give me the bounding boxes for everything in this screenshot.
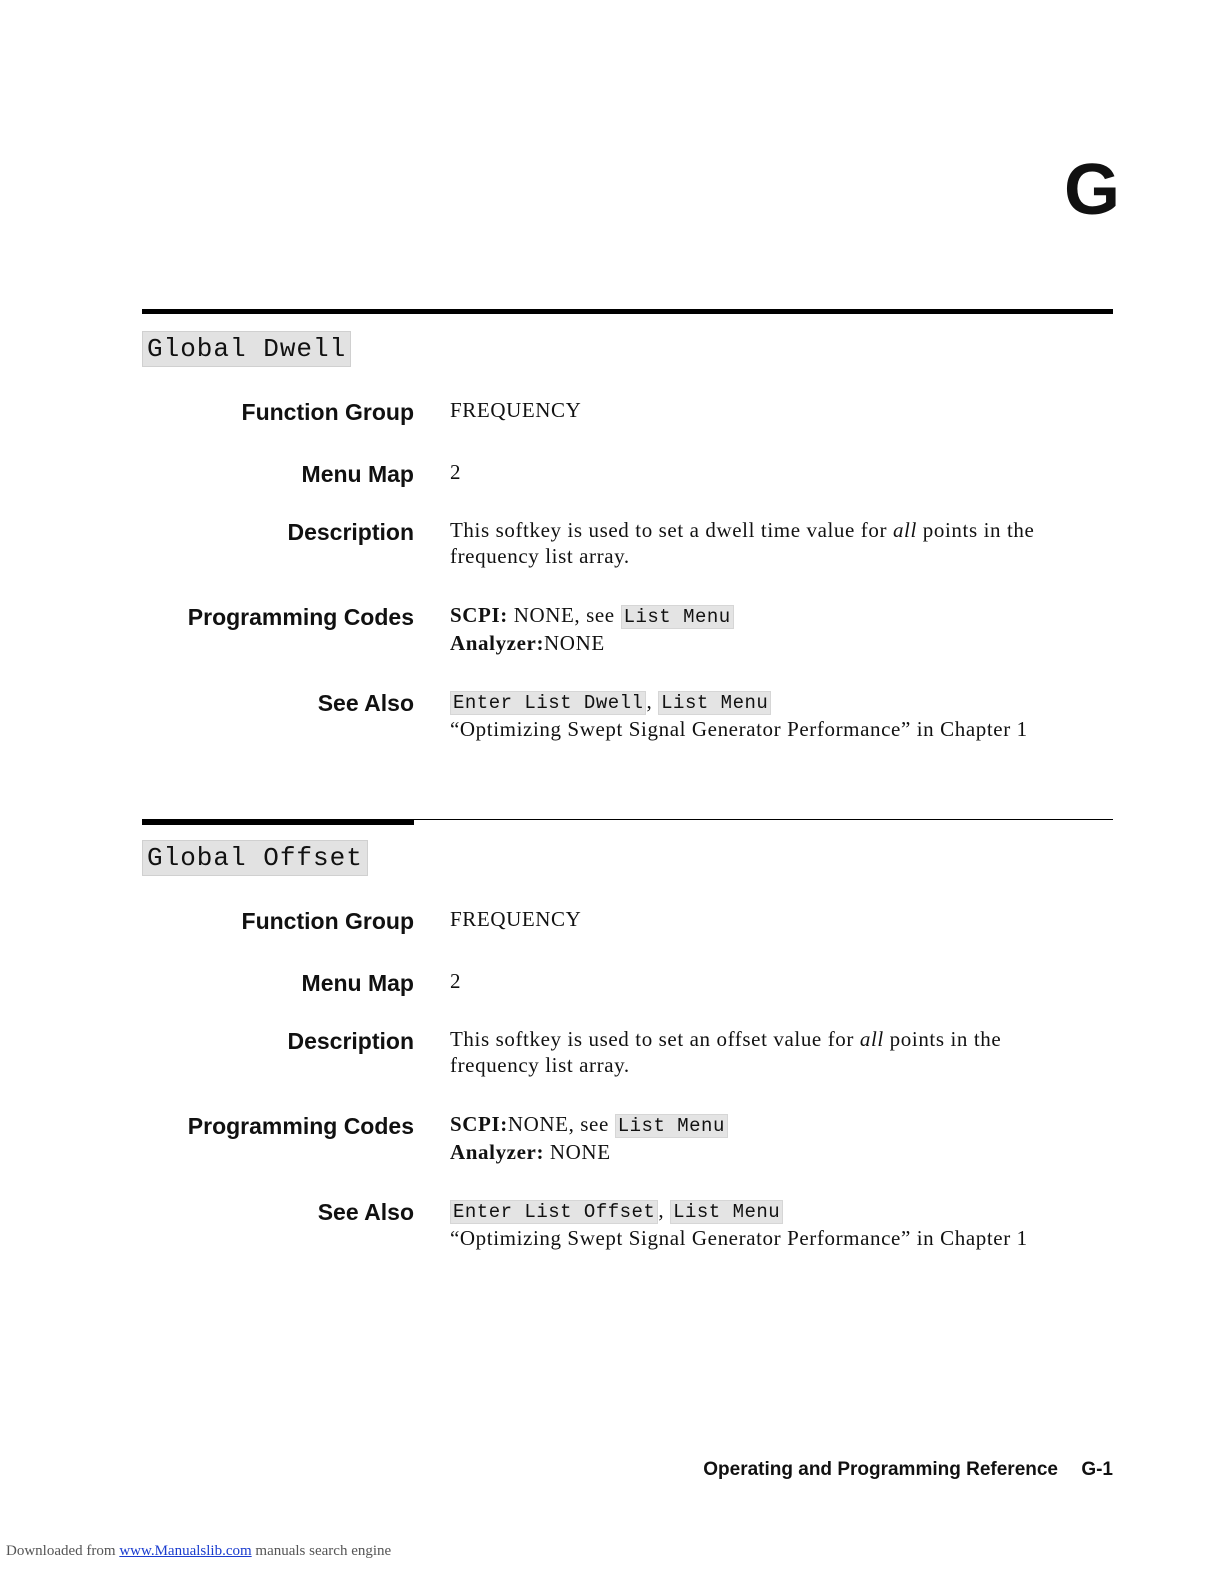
scpi-label: SCPI: <box>450 603 508 627</box>
enter-list-offset-key[interactable]: Enter List Offset <box>450 1200 658 1224</box>
see-also-separator: , <box>646 689 653 713</box>
chapter-letter: G <box>1063 150 1120 230</box>
list-menu-key[interactable]: List Menu <box>658 691 771 715</box>
scpi-value: NONE, see <box>507 603 621 627</box>
see-also-separator: , <box>658 1198 665 1222</box>
menu-map-value: 2 <box>450 460 462 484</box>
description-label: Description <box>287 1028 414 1054</box>
analyzer-label: Analyzer: <box>450 631 545 655</box>
enter-list-dwell-key[interactable]: Enter List Dwell <box>450 691 646 715</box>
section-rule-right <box>414 819 1113 820</box>
function-group-value: FREQUENCY <box>450 907 582 931</box>
list-menu-key[interactable]: List Menu <box>615 1114 728 1138</box>
manualslib-link[interactable]: www.Manualslib.com <box>119 1543 252 1559</box>
section-rule <box>142 309 1113 314</box>
function-group-label: Function Group <box>241 399 414 425</box>
list-menu-key[interactable]: List Menu <box>621 605 734 629</box>
function-group-label: Function Group <box>241 908 414 934</box>
footer-title: Operating and Programming Reference <box>703 1459 1058 1480</box>
function-group-value: FREQUENCY <box>450 398 582 422</box>
list-menu-key[interactable]: List Menu <box>670 1200 783 1224</box>
description-text: This softkey is used to set a dwell time value for all points in the frequency list array. <box>450 518 1035 568</box>
see-also-label: See Also <box>317 690 414 716</box>
scpi-label: SCPI: <box>450 1112 508 1136</box>
download-note: Downloaded from www.Manualslib.com manuals search engine <box>6 1543 392 1559</box>
see-also-label: See Also <box>317 1199 414 1225</box>
menu-map-value: 2 <box>450 969 462 993</box>
analyzer-label: Analyzer: <box>450 1140 545 1164</box>
see-also-reference: “Optimizing Swept Signal Generator Performance” in Chapter 1 <box>450 717 1028 741</box>
description-label: Description <box>287 519 414 545</box>
programming-codes-value <box>450 602 1090 656</box>
page-number: G-1 <box>1081 1459 1113 1480</box>
programming-codes-value <box>450 1111 1090 1165</box>
menu-map-label: Menu Map <box>301 461 414 487</box>
section-title-global-dwell: Global Dwell <box>142 331 351 367</box>
see-also-value <box>450 1197 1090 1251</box>
description-text: This softkey is used to set an offset value for all points in the frequency list array. <box>450 1027 1002 1077</box>
programming-codes-label: Programming Codes <box>187 604 414 630</box>
section-title-global-offset: Global Offset <box>142 840 368 876</box>
see-also-value <box>450 688 1090 742</box>
analyzer-value: NONE <box>544 631 605 655</box>
see-also-reference: “Optimizing Swept Signal Generator Performance” in Chapter 1 <box>450 1226 1028 1250</box>
programming-codes-label: Programming Codes <box>187 1113 414 1139</box>
section-rule-left <box>142 819 414 825</box>
analyzer-value: NONE <box>544 1140 611 1164</box>
menu-map-label: Menu Map <box>301 970 414 996</box>
scpi-value: NONE, see <box>507 1112 615 1136</box>
